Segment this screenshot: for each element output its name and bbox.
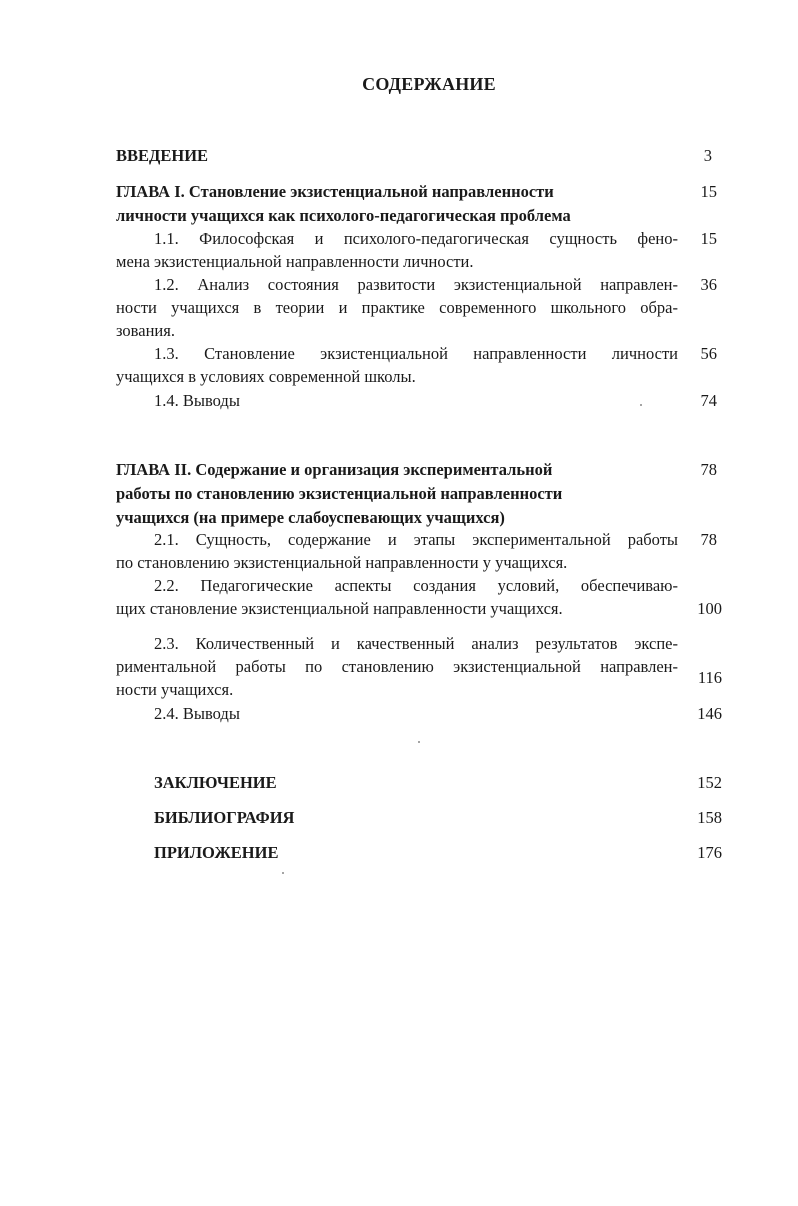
chapter1-page: 15 xyxy=(700,182,717,201)
section-1-3-line-2: учащихся в условиях современной школы. xyxy=(116,367,416,386)
section-2-1-line-1: 2.1. Сущность, содержание и этапы экспериментальной работы xyxy=(154,530,678,549)
chapter2-heading-line-1: ГЛАВА II. Содержание и организация экспериментальной xyxy=(116,460,553,479)
scan-speck xyxy=(282,872,284,874)
section-2-4-page: 146 xyxy=(697,704,722,723)
section-2-1-line-2: по становлению экзистенциальной направленности у учащихся. xyxy=(116,553,568,572)
section-1-2-line-3: зования. xyxy=(116,321,175,340)
scan-speck xyxy=(640,404,642,406)
section-1-3-line-1: 1.3. Становление экзистенциальной направленности личности xyxy=(154,344,678,363)
chapter1-heading-line-1: ГЛАВА I. Становление экзистенциальной направленности xyxy=(116,182,554,201)
toc-appendix-page: 176 xyxy=(697,843,722,862)
section-1-3-page: 56 xyxy=(700,344,717,363)
toc-bibliography-label: БИБЛИОГРАФИЯ xyxy=(154,808,295,827)
section-2-3-page: 116 xyxy=(697,668,722,687)
toc-conclusion-label: ЗАКЛЮЧЕНИЕ xyxy=(154,773,277,792)
toc-bibliography-page: 158 xyxy=(697,808,722,827)
section-2-2-line-2: щих становление экзистенциальной направленности учащихся. xyxy=(116,599,563,618)
section-1-4-page: 74 xyxy=(700,391,717,410)
toc-intro-page: 3 xyxy=(703,146,712,165)
section-2-4-line-1: 2.4. Выводы xyxy=(154,704,240,723)
scan-speck xyxy=(418,741,420,743)
chapter1-heading-line-2: личности учащихся как психолого-педагогическая проблема xyxy=(116,206,571,225)
chapter2-heading-line-2: работы по становлению экзистенциальной направленности xyxy=(116,484,563,503)
page-title: СОДЕРЖАНИЕ xyxy=(362,74,496,94)
section-1-1-page: 15 xyxy=(700,229,717,248)
toc-intro-label: ВВЕДЕНИЕ xyxy=(116,146,209,165)
chapter2-page: 78 xyxy=(700,460,717,479)
chapter2-heading-line-3: учащихся (на примере слабоуспевающих учащихся) xyxy=(116,508,505,527)
section-1-2-line-2: ности учащихся в теории и практике современного школьного обра- xyxy=(116,298,678,317)
toc-appendix-label: ПРИЛОЖЕНИЕ xyxy=(154,843,279,862)
section-2-3-line-1: 2.3. Количественный и качественный анализ результатов экспе- xyxy=(154,634,678,653)
section-1-2-page: 36 xyxy=(700,275,717,294)
section-1-1-line-2: мена экзистенциальной направленности личности. xyxy=(116,252,474,271)
section-2-3-line-3: ности учащихся. xyxy=(116,680,234,699)
section-2-2-page: 100 xyxy=(697,599,722,618)
section-2-3-line-2: риментальной работы по становлению экзистенциальной направлен- xyxy=(116,657,678,676)
toc-conclusion-page: 152 xyxy=(697,773,722,792)
section-1-2-line-1: 1.2. Анализ состояния развитости экзистенциальной направлен- xyxy=(154,275,678,294)
section-1-1-line-1: 1.1. Философская и психолого-педагогическая сущность фено- xyxy=(154,229,678,248)
section-1-4-line-1: 1.4. Выводы xyxy=(154,391,240,410)
section-2-2-line-1: 2.2. Педагогические аспекты создания условий, обеспечиваю- xyxy=(154,576,678,595)
section-2-1-page: 78 xyxy=(700,530,717,549)
